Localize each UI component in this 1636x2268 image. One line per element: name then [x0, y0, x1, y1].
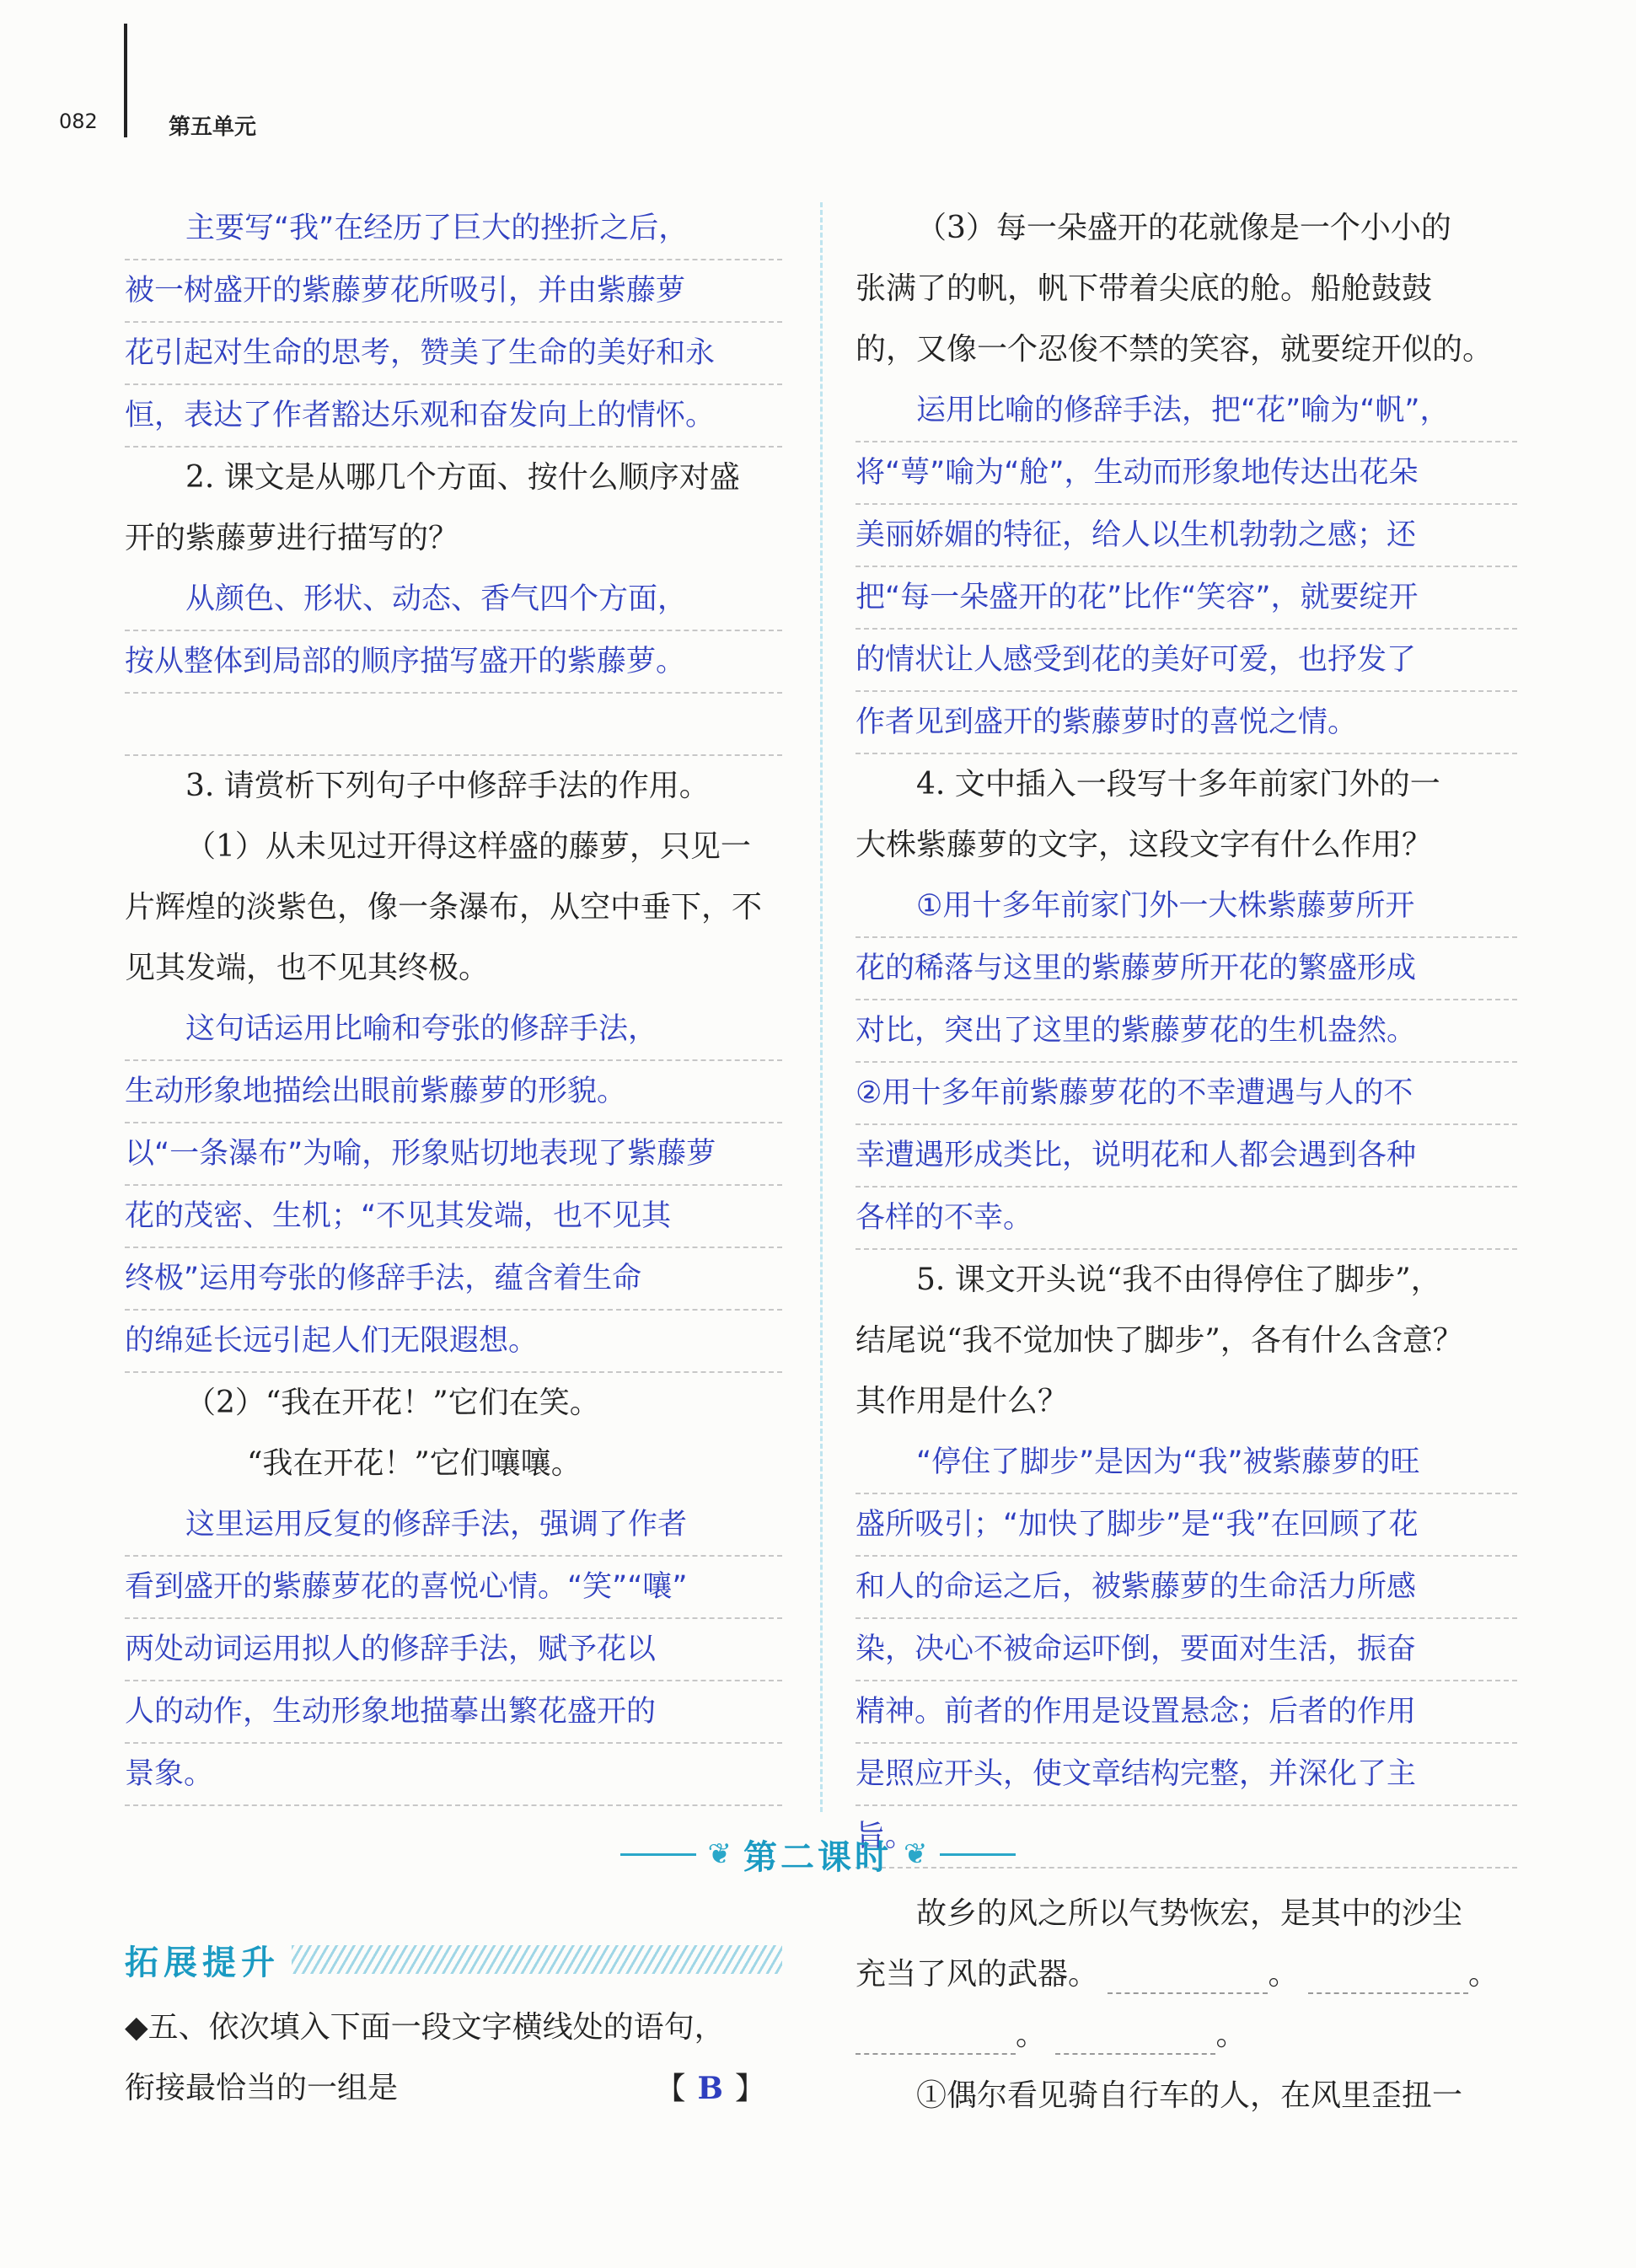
blank-period: 。 — [1268, 1957, 1299, 1992]
answer-line: 各样的不幸。 — [856, 1188, 1517, 1250]
question-line: 大株紫藤萝的文字，这段文字有什么作用？ — [856, 828, 1433, 862]
answer-choice: B — [697, 2071, 723, 2106]
ornament-icon: ❦ — [904, 1837, 928, 1871]
bracket-close: 】 — [734, 2072, 765, 2106]
answer-line: 生动形象地描绘出眼前紫藤萝的形貌。 — [125, 1061, 782, 1123]
answer-line: ①用十多年前家门外一大株紫藤萝所开 — [856, 876, 1517, 938]
lesson-title: 第二课时 — [743, 1837, 892, 1877]
ornament-icon: ❦ — [707, 1837, 732, 1871]
question-line: 张满了的帆，帆下带着尖底的舱。船舱鼓鼓 — [856, 271, 1433, 306]
answer-line: 的情状让人感受到花的美好可爱，也抒发了 — [856, 630, 1517, 692]
answer-line: 人的动作，生动形象地描摹出繁花盛开的 — [125, 1681, 782, 1744]
question-line: （2）“我在开花！”它们在笑。 — [185, 1386, 600, 1420]
answer-line: 花的茂密、生机；“不见其发端，也不见其 — [125, 1186, 782, 1248]
section-stripes — [292, 1945, 782, 1974]
blank-period: 。 — [1016, 2018, 1047, 2052]
answer-line: ②用十多年前紫藤萝花的不幸遭遇与人的不 — [856, 1063, 1517, 1125]
answer-line: 两处动词运用拟人的修辞手法，赋予花以 — [125, 1619, 782, 1681]
question-line: ◆五、依次填入下面一段文字横线处的语句， — [125, 2010, 725, 2045]
blank-period: 。 — [1467, 1957, 1499, 1992]
column-divider — [820, 202, 823, 1812]
answer-line: 终极”运用夸张的修辞手法，蕴含着生命 — [125, 1248, 782, 1311]
answer-line: 花的稀落与这里的紫藤萝所开花的繁盛形成 — [856, 938, 1517, 1000]
question-five — [125, 1997, 782, 2119]
fill-blank[interactable] — [1308, 1959, 1468, 1994]
question-line: 片辉煌的淡紫色，像一条瀑布，从空中垂下，不 — [125, 890, 763, 925]
answer-line: 恒，表达了作者豁达乐观和奋发向上的情怀。 — [125, 385, 782, 448]
question-line: 4. 文中插入一段写十多年前家门外的一 — [916, 767, 1440, 802]
passage — [856, 1884, 1517, 2126]
answer-line: 主要写“我”在经历了巨大的挫折之后， — [125, 198, 782, 260]
page-number: 082 — [59, 110, 98, 133]
unit-title: 第五单元 — [169, 115, 257, 140]
answer-line: 从颜色、形状、动态、香气四个方面， — [125, 569, 782, 631]
question-line: （1）从未见过开得这样盛的藤萝，只见一 — [185, 829, 751, 864]
answer-line: 盛所吸引；“加快了脚步”是“我”在回顾了花 — [856, 1494, 1517, 1557]
answer-line: 的绵延长远引起人们无限遐想。 — [125, 1311, 782, 1373]
section-header — [125, 1934, 782, 1985]
passage-text: 充当了风的武器。 — [856, 1957, 1099, 1992]
question-line: 3. 请赏析下列句子中修辞手法的作用。 — [185, 769, 710, 803]
question-line — [125, 2058, 782, 2119]
answer-line: 看到盛开的紫藤萝花的喜悦心情。“笑”“嚷” — [125, 1557, 782, 1619]
question-line: 其作用是什么？ — [856, 1384, 1069, 1418]
lesson-rule-left — [620, 1853, 696, 1856]
answer-line: 被一树盛开的紫藤萝花所吸引，并由紫藤萝 — [125, 260, 782, 323]
answer-line: 是照应开头，使文章结构完整，并深化了主 — [856, 1744, 1517, 1806]
fill-blank[interactable] — [1108, 1959, 1268, 1994]
bracket-open: 【 — [655, 2072, 686, 2106]
lesson-rule-right — [940, 1853, 1016, 1856]
passage-line: ①偶尔看见骑自行车的人，在风里歪扭一 — [916, 2078, 1463, 2113]
passage-line — [856, 2005, 1517, 2066]
passage-line: 故乡的风之所以气势恢宏，是其中的沙尘 — [916, 1896, 1463, 1931]
left-column — [125, 198, 782, 1806]
answer-bracket — [656, 2058, 765, 2119]
answer-line: 对比，突出了这里的紫藤萝花的生机盎然。 — [856, 1000, 1517, 1063]
answer-line: 景象。 — [125, 1744, 782, 1806]
answer-line: 美丽娇媚的特征，给人以生机勃勃之感；还 — [856, 505, 1517, 567]
answer-line: 运用比喻的修辞手法，把“花”喻为“帆”， — [856, 380, 1517, 442]
question-line: 5. 课文开头说“我不由得停住了脚步”， — [916, 1263, 1441, 1297]
answer-line: “停住了脚步”是因为“我”被紫藤萝的旺 — [856, 1432, 1517, 1494]
right-column — [856, 198, 1517, 1869]
passage-line — [856, 1944, 1517, 2005]
blank-period: 。 — [1215, 2018, 1247, 2052]
fill-blank[interactable] — [1055, 2019, 1215, 2055]
answer-line: 按从整体到局部的顺序描写盛开的紫藤萝。 — [125, 631, 782, 694]
answer-line: 幸遭遇形成类比，说明花和人都会遇到各种 — [856, 1125, 1517, 1188]
question-line: 的，又像一个忍俊不禁的笑容，就要绽开似的。 — [856, 332, 1494, 367]
header-divider — [124, 24, 127, 137]
answer-line: 染，决心不被命运吓倒，要面对生活，振奋 — [856, 1619, 1517, 1681]
question-line: 2. 课文是从哪几个方面、按什么顺序对盛 — [185, 460, 740, 495]
lesson-header — [615, 1829, 1020, 1879]
answer-line: 作者见到盛开的紫藤萝时的喜悦之情。 — [856, 692, 1517, 754]
answer-line — [125, 694, 782, 756]
answer-line: 旨。 — [856, 1806, 1517, 1869]
question-line: “我在开花！”它们嚷嚷。 — [247, 1446, 582, 1481]
answer-line: 花引起对生命的思考，赞美了生命的美好和永 — [125, 323, 782, 385]
question-line: 见其发端，也不见其终极。 — [125, 951, 490, 985]
answer-line: 这里运用反复的修辞手法，强调了作者 — [125, 1494, 782, 1557]
answer-line: 将“萼”喻为“舱”，生动而形象地传达出花朵 — [856, 442, 1517, 505]
page-header — [0, 0, 1636, 169]
question-line: （3）每一朵盛开的花就像是一个小小的 — [916, 211, 1451, 245]
section-title: 拓展提升 — [125, 1943, 280, 1982]
question-line: 结尾说“我不觉加快了脚步”，各有什么含意？ — [856, 1323, 1463, 1358]
question-line: 开的紫藤萝进行描写的？ — [125, 521, 459, 555]
answer-line: 把“每一朵盛开的花”比作“笑容”，就要绽开 — [856, 567, 1517, 630]
question-text: 衔接最恰当的一组是 — [125, 2071, 399, 2105]
answer-line: 精神。前者的作用是设置悬念；后者的作用 — [856, 1681, 1517, 1744]
fill-blank[interactable] — [856, 2019, 1016, 2055]
answer-line: 以“一条瀑布”为喻，形象贴切地表现了紫藤萝 — [125, 1123, 782, 1186]
answer-line: 这句话运用比喻和夸张的修辞手法， — [125, 999, 782, 1061]
answer-line: 和人的命运之后，被紫藤萝的生命活力所感 — [856, 1557, 1517, 1619]
